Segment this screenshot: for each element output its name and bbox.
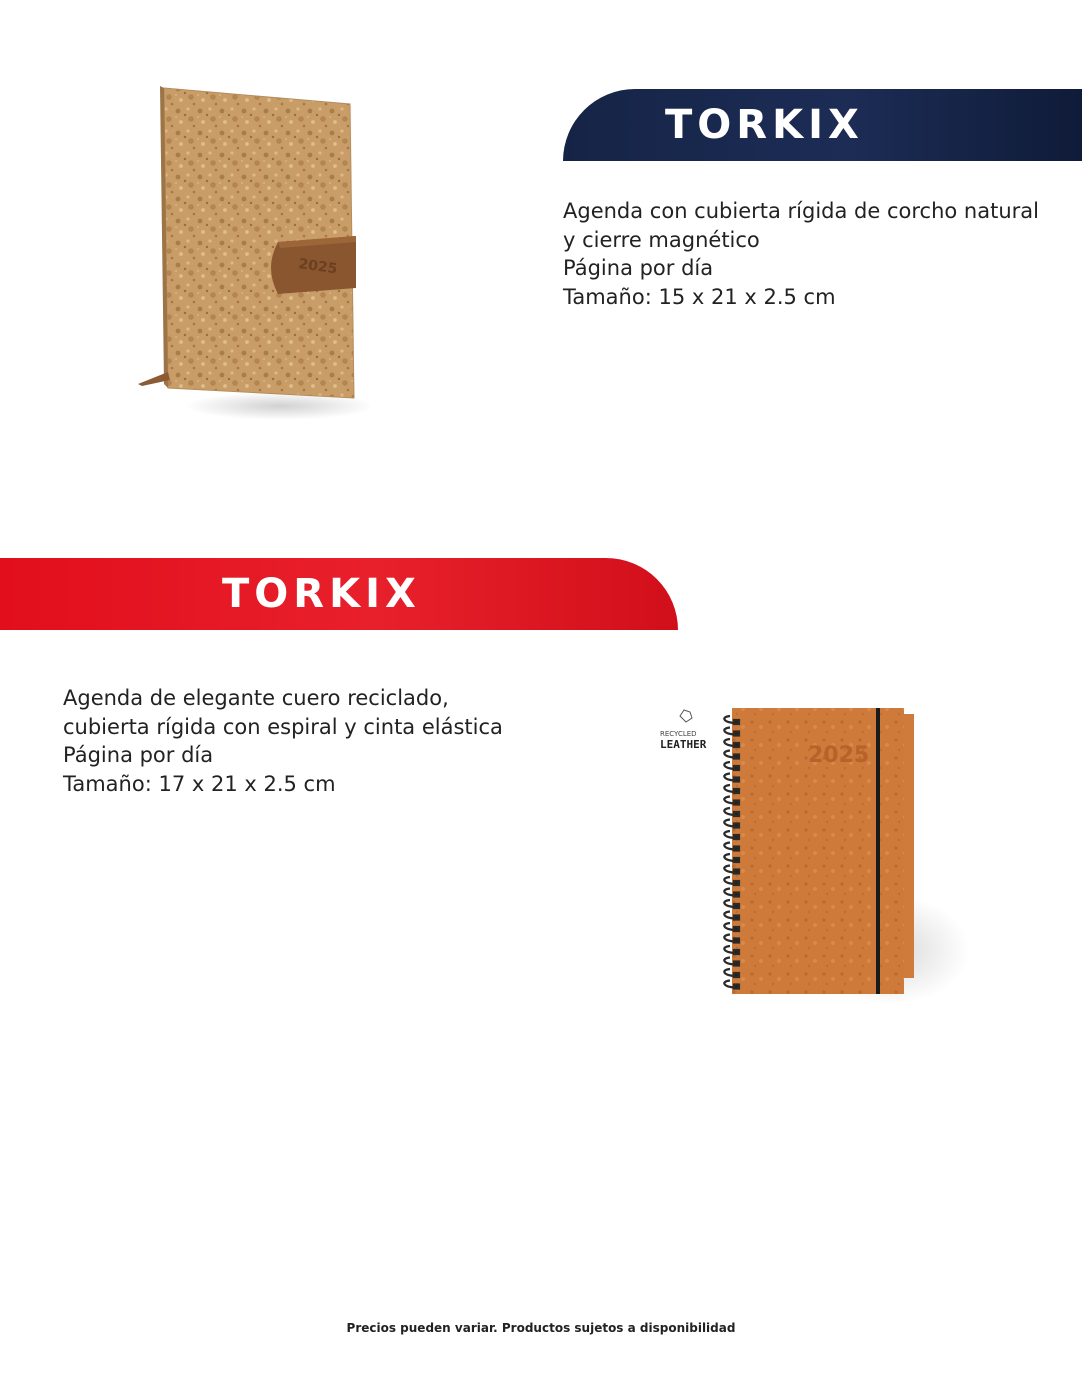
spiral-hole: [734, 755, 739, 759]
badge-large-text: LEATHER: [660, 738, 707, 751]
spiral-hole: [734, 893, 739, 897]
spiral-hole: [734, 870, 739, 874]
spiral-hole: [734, 904, 739, 908]
spiral-hole: [734, 812, 739, 816]
product-title: TORKIX: [665, 102, 864, 148]
cover-year: 2025: [808, 743, 870, 768]
product-description-leather: [63, 684, 503, 798]
spiral-hole: [734, 847, 739, 851]
description-line: cubierta rígida con espiral y cinta elástica: [63, 714, 503, 739]
product-description-cork: [563, 197, 1039, 311]
spiral-hole: [734, 962, 739, 966]
spiral-hole: [734, 985, 739, 989]
description-line: Agenda de elegante cuero reciclado,: [63, 686, 449, 710]
description-line: Página por día: [63, 743, 214, 767]
spiral-hole: [734, 950, 739, 954]
spiral-hole: [734, 835, 739, 839]
product-title: TORKIX: [222, 571, 421, 617]
cork-agenda-image: [130, 84, 370, 434]
product-banner-torkix-leather: [0, 558, 678, 630]
leather-agenda-image: [640, 700, 970, 1010]
spiral-hole: [734, 801, 739, 805]
cover-year: 2025: [297, 256, 339, 278]
spiral-hole: [734, 927, 739, 931]
description-line: Página por día: [563, 256, 714, 280]
recycled-leather-badge: [660, 710, 707, 751]
spiral-hole: [734, 778, 739, 782]
spiral-hole: [734, 720, 739, 724]
spiral-hole: [734, 881, 739, 885]
description-line: y cierre magnético: [563, 227, 760, 252]
spiral-hole: [734, 916, 739, 920]
product-banner-torkix-cork: [563, 89, 1082, 161]
footer-disclaimer: Precios pueden variar. Productos sujetos a disponibilidad: [346, 1321, 736, 1335]
spiral-hole: [734, 939, 739, 943]
spiral-hole: [734, 858, 739, 862]
spiral-hole: [734, 789, 739, 793]
description-line: Tamaño: 17 x 21 x 2.5 cm: [63, 771, 336, 796]
description-line: Tamaño: 15 x 21 x 2.5 cm: [563, 284, 836, 309]
badge-small-text: RECYCLED: [660, 730, 697, 738]
spiral-hole: [734, 824, 739, 828]
spiral-hole: [734, 973, 739, 977]
spiral-hole: [734, 732, 739, 736]
spiral-hole: [734, 766, 739, 770]
description-line: Agenda con cubierta rígida de corcho natural: [563, 199, 1039, 223]
spiral-hole: [734, 743, 739, 747]
